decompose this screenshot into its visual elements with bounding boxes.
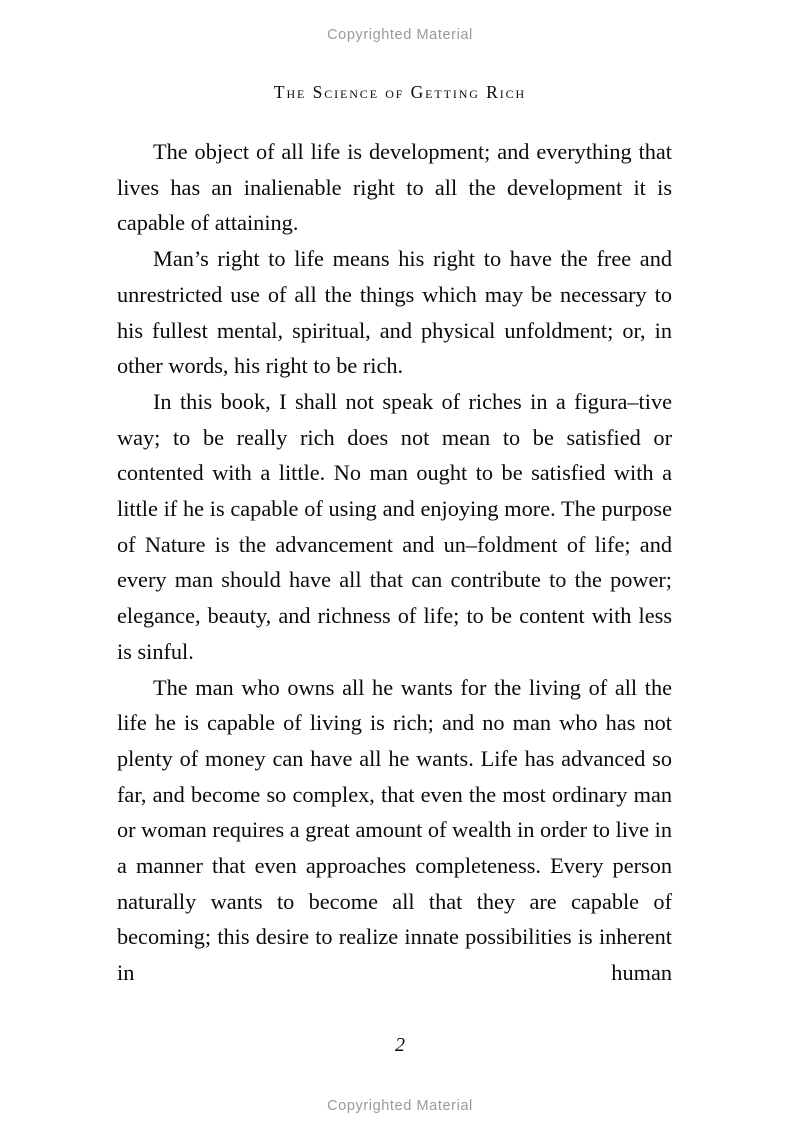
paragraph: The object of all life is development; and everything that lives has an inalienable right to all the development it is capable of attaining. [117,139,672,236]
running-head-title: The Science of Getting Rich [273,82,527,102]
page-number: 2 [395,1034,405,1056]
copyrighted-material-watermark-top: Copyrighted Material [327,27,473,43]
copyrighted-material-watermark-bottom: Copyrighted Material [327,1098,473,1114]
body-text-block [117,134,672,1027]
paragraph: In this book, I shall not speak of riches in a figura–tive way; to be really rich does not mean to be satisfied or contented with a little. No man ought to be satisfied with a little if he is capable of using and enjoying more. The purpose of Nature is the advancement and un–foldment of life; and every man should have all that can contribute to the power; elegance, beauty, and richness of life; to be content with less is sinful. [117,388,672,664]
paragraph: The man who owns all he wants for the living of all the life he is capable of living is rich; and no man who has not plenty of money can have all he wants. Life has advanced so far, and become so complex, that even the most ordinary man or woman requires a great amount of wealth in order to live in a manner that even approaches completeness. Every person naturally wants to become all that they are capable of becoming; this desire to realize innate possibilities is inherent in human [117,674,672,986]
paragraph: Man’s right to life means his right to have the free and unrestricted use of all the things which may be necessary to his fullest mental, spiritual, and physical unfoldment; or, in other words, his right to be rich. [117,246,672,379]
